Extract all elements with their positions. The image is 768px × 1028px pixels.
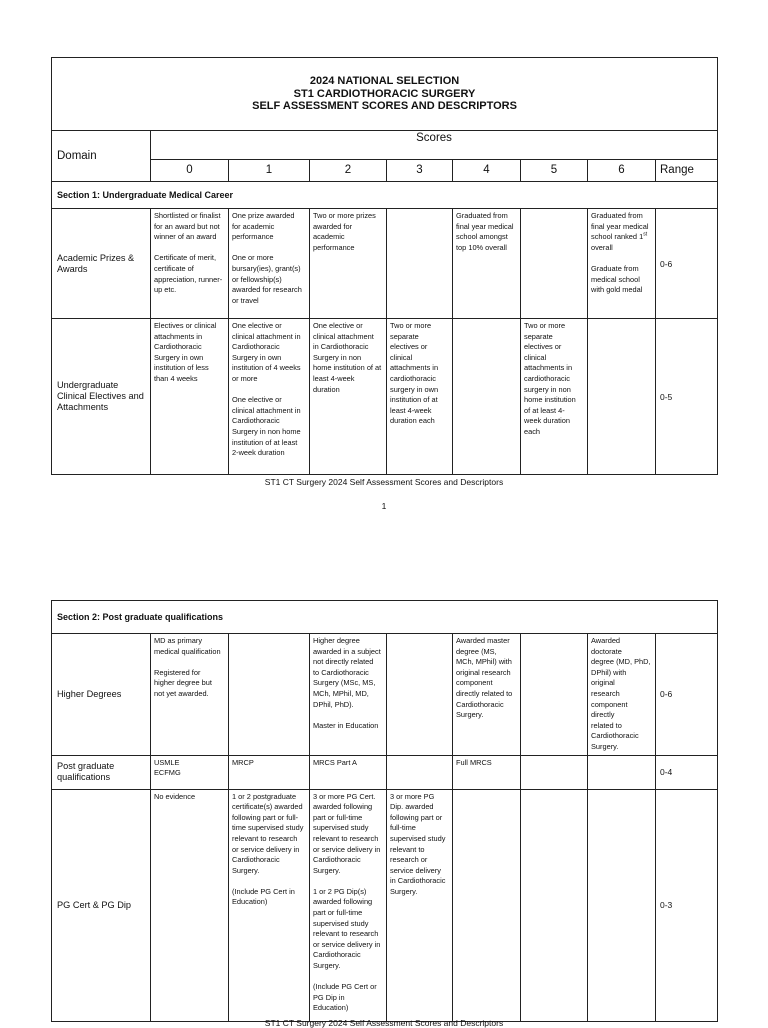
descriptor-cell-score-4 xyxy=(453,319,521,475)
domain-label-line: qualifications xyxy=(57,772,111,783)
descriptor-line: in Cardiothoracic xyxy=(390,876,446,886)
descriptor-line: Surgery. xyxy=(456,710,484,720)
descriptor-line: MD as primary xyxy=(154,636,203,645)
descriptor-line: service delivery xyxy=(390,865,441,875)
descriptor-line: One elective or xyxy=(232,395,282,405)
descriptor-line: Graduate from xyxy=(591,263,639,273)
descriptor-cell-score-3 xyxy=(387,634,453,756)
descriptor-line xyxy=(232,876,306,887)
range-cell: 0-4 xyxy=(656,755,718,789)
score-1-header: 1 xyxy=(229,159,310,181)
domain-label-line: Awards xyxy=(57,263,88,274)
descriptor-line: Dip. awarded xyxy=(390,802,434,812)
descriptor-line: relevant to research xyxy=(313,929,379,939)
descriptor-line: research or xyxy=(390,855,428,865)
descriptor-cell-score-2 xyxy=(310,789,387,1021)
descriptor-line: electives or xyxy=(524,342,562,352)
descriptor-line: USMLE xyxy=(154,757,180,767)
descriptor-line: school ranked 1st xyxy=(591,231,648,242)
score-3-header: 3 xyxy=(387,159,453,181)
descriptor-line: 2-week duration xyxy=(232,448,285,458)
scores-table-section-1 xyxy=(51,57,718,475)
descriptor-line: relevant to xyxy=(390,844,425,854)
descriptor-cell-score-4 xyxy=(453,789,521,1021)
descriptor-line: DPhil) with original xyxy=(591,667,627,688)
descriptor-line: least 4-week xyxy=(313,373,355,383)
descriptor-line xyxy=(154,657,225,668)
scores-header: Scores xyxy=(151,131,718,160)
descriptor-line: component xyxy=(456,678,493,688)
domain-header: Domain xyxy=(52,131,151,182)
descriptor-line: Surgery. xyxy=(313,865,341,875)
descriptor-line: Graduated from xyxy=(456,211,508,220)
descriptor-line: certificate of xyxy=(154,263,194,273)
title-line-2: ST1 CARDIOTHORACIC SURGERY xyxy=(293,87,476,100)
descriptor-line: ECFMG xyxy=(154,768,181,778)
descriptor-line: Awarded master xyxy=(456,636,510,645)
descriptor-line: top 10% overall xyxy=(456,242,507,252)
descriptor-line: awarded following xyxy=(313,802,373,812)
descriptor-line: clinical attachment in xyxy=(232,405,301,415)
score-5-header: 5 xyxy=(521,159,588,181)
descriptor-line: Shortlisted or finalist xyxy=(154,211,221,220)
page-footer-2: ST1 CT Surgery 2024 Self Assessment Scores and Descriptors xyxy=(264,1018,504,1028)
descriptor-line: Two or more xyxy=(524,321,566,330)
descriptor-line: following part or xyxy=(390,812,443,822)
descriptor-line: Cardiothoracic xyxy=(232,416,280,426)
domain-label-line: Academic Prizes & xyxy=(57,252,135,263)
descriptor-line: for academic xyxy=(232,221,275,231)
descriptor-cell-score-6 xyxy=(588,789,656,1021)
descriptor-line: academic xyxy=(313,232,345,242)
descriptor-line: or fellowship(s) xyxy=(232,274,282,284)
descriptor-line: One elective or xyxy=(313,321,363,330)
descriptor-line xyxy=(313,876,383,887)
descriptor-line: Cardiothoracic xyxy=(456,699,504,709)
descriptor-cell-score-4 xyxy=(453,209,521,319)
descriptor-line: Cardiothoracic xyxy=(313,950,361,960)
descriptor-line: (Include PG Cert in xyxy=(232,886,295,896)
descriptor-line xyxy=(154,243,225,254)
descriptor-line: supervised study xyxy=(313,823,369,833)
descriptor-line: winner of an award xyxy=(154,232,217,242)
descriptor-line: cardiothoracic xyxy=(390,373,437,383)
descriptor-line: medical school xyxy=(591,274,640,284)
domain-label-line: Higher Degrees xyxy=(57,688,122,699)
title-line-1: 2024 NATIONAL SELECTION xyxy=(309,75,460,88)
descriptor-cell-score-0 xyxy=(151,319,229,475)
descriptor-line: institution of at xyxy=(390,395,438,405)
score-4-header: 4 xyxy=(453,159,521,181)
descriptor-line: (Include PG Cert or xyxy=(313,982,377,992)
descriptor-line: Surgery. xyxy=(390,886,418,896)
descriptor-line: Awarded doctorate xyxy=(591,636,622,656)
descriptor-line: Surgery. xyxy=(313,961,341,971)
descriptor-line: following part or full- xyxy=(232,812,299,822)
descriptor-cell-score-1 xyxy=(229,209,310,319)
descriptor-line xyxy=(591,253,652,264)
descriptor-line: separate xyxy=(524,331,553,341)
descriptor-line: Electives or clinical xyxy=(154,321,217,330)
descriptor-cell-score-3 xyxy=(387,209,453,319)
descriptor-line: No evidence xyxy=(154,791,196,801)
page-footer: ST1 CT Surgery 2024 Self Assessment Scores and Descriptors xyxy=(264,477,504,487)
descriptor-line: 1 or 2 postgraduate xyxy=(232,791,297,801)
descriptor-line: than 4 weeks xyxy=(154,373,198,383)
descriptor-line: 3 or more PG xyxy=(390,791,435,801)
descriptor-line: or more xyxy=(232,373,258,383)
descriptor-line: Two or more prizes xyxy=(313,211,376,220)
descriptor-line: Certificate of merit, xyxy=(154,253,217,263)
descriptor-line xyxy=(232,385,306,396)
table-row xyxy=(52,209,718,319)
descriptor-cell-score-3 xyxy=(387,319,453,475)
range-cell: 0-3 xyxy=(656,789,718,1021)
descriptor-cell-score-0 xyxy=(151,209,229,319)
descriptor-line: or travel xyxy=(232,295,259,305)
descriptor-line: PG Dip in xyxy=(313,992,345,1002)
domain-label-line: PG Cert & PG Dip xyxy=(57,899,132,910)
scores-table-section-2 xyxy=(51,600,718,1022)
document-title xyxy=(52,58,718,131)
descriptor-cell-score-4 xyxy=(453,755,521,789)
descriptor-line: Full MRCS xyxy=(456,757,492,767)
descriptor-line: Surgery. xyxy=(591,741,619,751)
range-cell: 0-6 xyxy=(656,634,718,756)
descriptor-line: Education) xyxy=(313,1003,349,1013)
descriptor-line: attachments in xyxy=(524,363,573,373)
descriptor-line: clinical attachment in xyxy=(232,331,301,341)
descriptor-line: part or full-time xyxy=(313,908,363,918)
descriptor-line: Surgery. xyxy=(232,865,260,875)
domain-label-line: Undergraduate xyxy=(57,380,119,390)
descriptor-cell-score-5 xyxy=(521,209,588,319)
descriptor-line: One prize awarded xyxy=(232,211,295,220)
section-1-title: Section 1: Undergraduate Medical Career xyxy=(52,182,718,209)
score-0-header: 0 xyxy=(151,159,229,181)
descriptor-cell-score-3 xyxy=(387,789,453,1021)
descriptor-line: Two or more xyxy=(390,321,432,330)
domain-cell xyxy=(52,634,151,756)
descriptor-line: with gold medal xyxy=(591,285,643,295)
descriptor-line: MCh, MPhil) with xyxy=(456,657,512,667)
descriptor-line: not yet awarded. xyxy=(154,688,209,698)
descriptor-line: relevant to research xyxy=(313,833,379,843)
descriptor-line xyxy=(313,972,383,983)
descriptor-line: Cardiothoracic xyxy=(313,855,361,865)
table-row xyxy=(52,634,718,756)
descriptor-line: 1 or 2 PG Dip(s) xyxy=(313,886,367,896)
descriptor-line: surgery in own xyxy=(390,384,439,394)
descriptor-cell-score-1 xyxy=(229,319,310,475)
descriptor-cell-score-5 xyxy=(521,319,588,475)
descriptor-line: duration each xyxy=(390,416,435,426)
domain-cell xyxy=(52,319,151,475)
descriptor-line: up etc. xyxy=(154,285,177,295)
descriptor-cell-score-0 xyxy=(151,755,229,789)
descriptor-line xyxy=(313,710,383,721)
title-line-3: SELF ASSESSMENT SCORES AND DESCRIPTORS xyxy=(252,100,517,113)
page-number: 1 xyxy=(381,501,387,511)
domain-cell xyxy=(52,789,151,1021)
domain-cell xyxy=(52,209,151,319)
page-2-table-block xyxy=(51,600,717,1022)
descriptor-line: time supervised study xyxy=(232,823,304,833)
descriptor-line: One elective or xyxy=(232,321,282,330)
descriptor-cell-score-5 xyxy=(521,755,588,789)
page-1-table-block xyxy=(51,57,717,475)
descriptor-line: duration xyxy=(313,384,340,394)
descriptor-line: DPhil, PhD). xyxy=(313,699,354,709)
descriptor-line: institution of less xyxy=(154,363,209,373)
descriptor-line: supervised study xyxy=(390,833,446,843)
descriptor-line: Education) xyxy=(232,897,268,907)
descriptor-line: directly related to xyxy=(456,688,513,698)
descriptor-line: for an award but not xyxy=(154,221,220,231)
descriptor-line: component directly xyxy=(591,699,628,720)
descriptor-cell-score-3 xyxy=(387,755,453,789)
descriptor-cell-score-6 xyxy=(588,209,656,319)
table-row xyxy=(52,755,718,789)
descriptor-cell-score-5 xyxy=(521,789,588,1021)
descriptor-line: MRCS Part A xyxy=(313,757,357,767)
descriptor-line: degree (MS, xyxy=(456,646,497,656)
descriptor-line: overall xyxy=(591,242,613,252)
descriptor-cell-score-4 xyxy=(453,634,521,756)
descriptor-line: attachments in xyxy=(390,363,439,373)
descriptor-line: appreciation, runner- xyxy=(154,274,223,284)
descriptor-line: awarded in a subject xyxy=(313,646,381,656)
domain-label-line: Attachments xyxy=(57,402,109,412)
descriptor-line: MCh, MPhil, MD, xyxy=(313,688,369,698)
descriptor-line: of at least 4- xyxy=(524,405,565,415)
descriptor-line: bursary(ies), grant(s) xyxy=(232,263,301,273)
descriptor-line: week duration xyxy=(524,416,571,426)
descriptor-cell-score-2 xyxy=(310,755,387,789)
descriptor-line: MRCP xyxy=(232,757,254,767)
descriptor-line: least 4-week xyxy=(390,405,432,415)
range-cell: 0-6 xyxy=(656,209,718,319)
descriptor-cell-score-2 xyxy=(310,319,387,475)
descriptor-cell-score-1 xyxy=(229,789,310,1021)
descriptor-line: related to xyxy=(591,720,622,730)
descriptor-cell-score-5 xyxy=(521,634,588,756)
score-2-header: 2 xyxy=(310,159,387,181)
descriptor-line: clinical attachment xyxy=(313,331,374,341)
descriptor-line: research xyxy=(591,688,620,698)
descriptor-line: performance xyxy=(232,232,274,242)
descriptor-line: Cardiothoracic xyxy=(591,731,639,741)
descriptor-line: or service delivery in xyxy=(313,939,381,949)
descriptor-line: certificate(s) awarded xyxy=(232,802,303,812)
descriptor-line: each xyxy=(524,426,541,436)
descriptor-line: relevant to research xyxy=(232,833,298,843)
descriptor-line: final year medical xyxy=(591,221,649,231)
descriptor-line: not directly related xyxy=(313,657,374,667)
descriptor-line: Surgery in non home xyxy=(232,426,301,436)
descriptor-line: or service delivery in xyxy=(232,844,300,854)
score-6-header: 6 xyxy=(588,159,656,181)
descriptor-line: institution of 4 weeks xyxy=(232,363,301,373)
descriptor-line xyxy=(232,243,306,254)
descriptor-line: cardiothoracic xyxy=(524,373,571,383)
descriptor-line: surgery in non xyxy=(524,384,571,394)
descriptor-line: clinical xyxy=(390,352,413,362)
descriptor-cell-score-6 xyxy=(588,319,656,475)
descriptor-line: Cardiothoracic xyxy=(154,342,202,352)
descriptor-line: awarded for research xyxy=(232,285,302,295)
descriptor-cell-score-6 xyxy=(588,634,656,756)
descriptor-line: Surgery in own xyxy=(154,352,204,362)
descriptor-line: 3 or more PG Cert. xyxy=(313,791,376,801)
descriptor-line: separate xyxy=(390,331,419,341)
domain-label-line: Clinical Electives and xyxy=(57,391,144,401)
descriptor-line: Surgery in non xyxy=(313,352,362,362)
descriptor-line: Surgery in own xyxy=(232,352,282,362)
descriptor-line: Registered for xyxy=(154,667,201,677)
descriptor-line: school amongst xyxy=(456,232,508,242)
descriptor-line: full-time xyxy=(390,823,416,833)
descriptor-line: Cardiothoracic xyxy=(232,342,280,352)
descriptor-line: Higher degree xyxy=(313,636,360,645)
descriptor-cell-score-1 xyxy=(229,634,310,756)
descriptor-cell-score-1 xyxy=(229,755,310,789)
descriptor-line: electives or xyxy=(390,342,428,352)
descriptor-cell-score-0 xyxy=(151,634,229,756)
descriptor-line: medical qualification xyxy=(154,646,221,656)
descriptor-line: degree (MD, PhD, xyxy=(591,657,651,667)
descriptor-line: awarded following xyxy=(313,897,373,907)
descriptor-line: Master in Education xyxy=(313,720,379,730)
section-2-title: Section 2: Post graduate qualifications xyxy=(52,601,718,634)
descriptor-line: Graduated from xyxy=(591,211,643,220)
range-cell: 0-5 xyxy=(656,319,718,475)
descriptor-line: home institution xyxy=(524,395,576,405)
descriptor-line: original research xyxy=(456,667,511,677)
descriptor-line: to Cardiothoracic xyxy=(313,667,369,677)
descriptor-line: One or more xyxy=(232,253,274,263)
descriptor-line: performance xyxy=(313,242,355,252)
descriptor-line: awarded for xyxy=(313,221,353,231)
descriptor-line: in Cardiothoracic xyxy=(313,342,369,352)
range-header: Range xyxy=(656,159,718,181)
descriptor-line: final year medical xyxy=(456,221,514,231)
domain-label-line: Post graduate xyxy=(57,761,115,772)
descriptor-line: Cardiothoracic xyxy=(232,855,280,865)
descriptor-line: clinical xyxy=(524,352,547,362)
descriptor-cell-score-6 xyxy=(588,755,656,789)
table-row xyxy=(52,789,718,1021)
domain-cell xyxy=(52,755,151,789)
descriptor-line: or service delivery in xyxy=(313,844,381,854)
descriptor-line: supervised study xyxy=(313,918,369,928)
table-row xyxy=(52,319,718,475)
descriptor-line: higher degree but xyxy=(154,678,212,688)
descriptor-line: part or full-time xyxy=(313,812,363,822)
descriptor-line: attachments in xyxy=(154,331,203,341)
descriptor-line: Surgery (MSc, MS, xyxy=(313,678,376,688)
descriptor-line: home institution of at xyxy=(313,363,382,373)
descriptor-cell-score-2 xyxy=(310,634,387,756)
descriptor-line: institution of at least xyxy=(232,437,298,447)
descriptor-cell-score-2 xyxy=(310,209,387,319)
descriptor-cell-score-0 xyxy=(151,789,229,1021)
